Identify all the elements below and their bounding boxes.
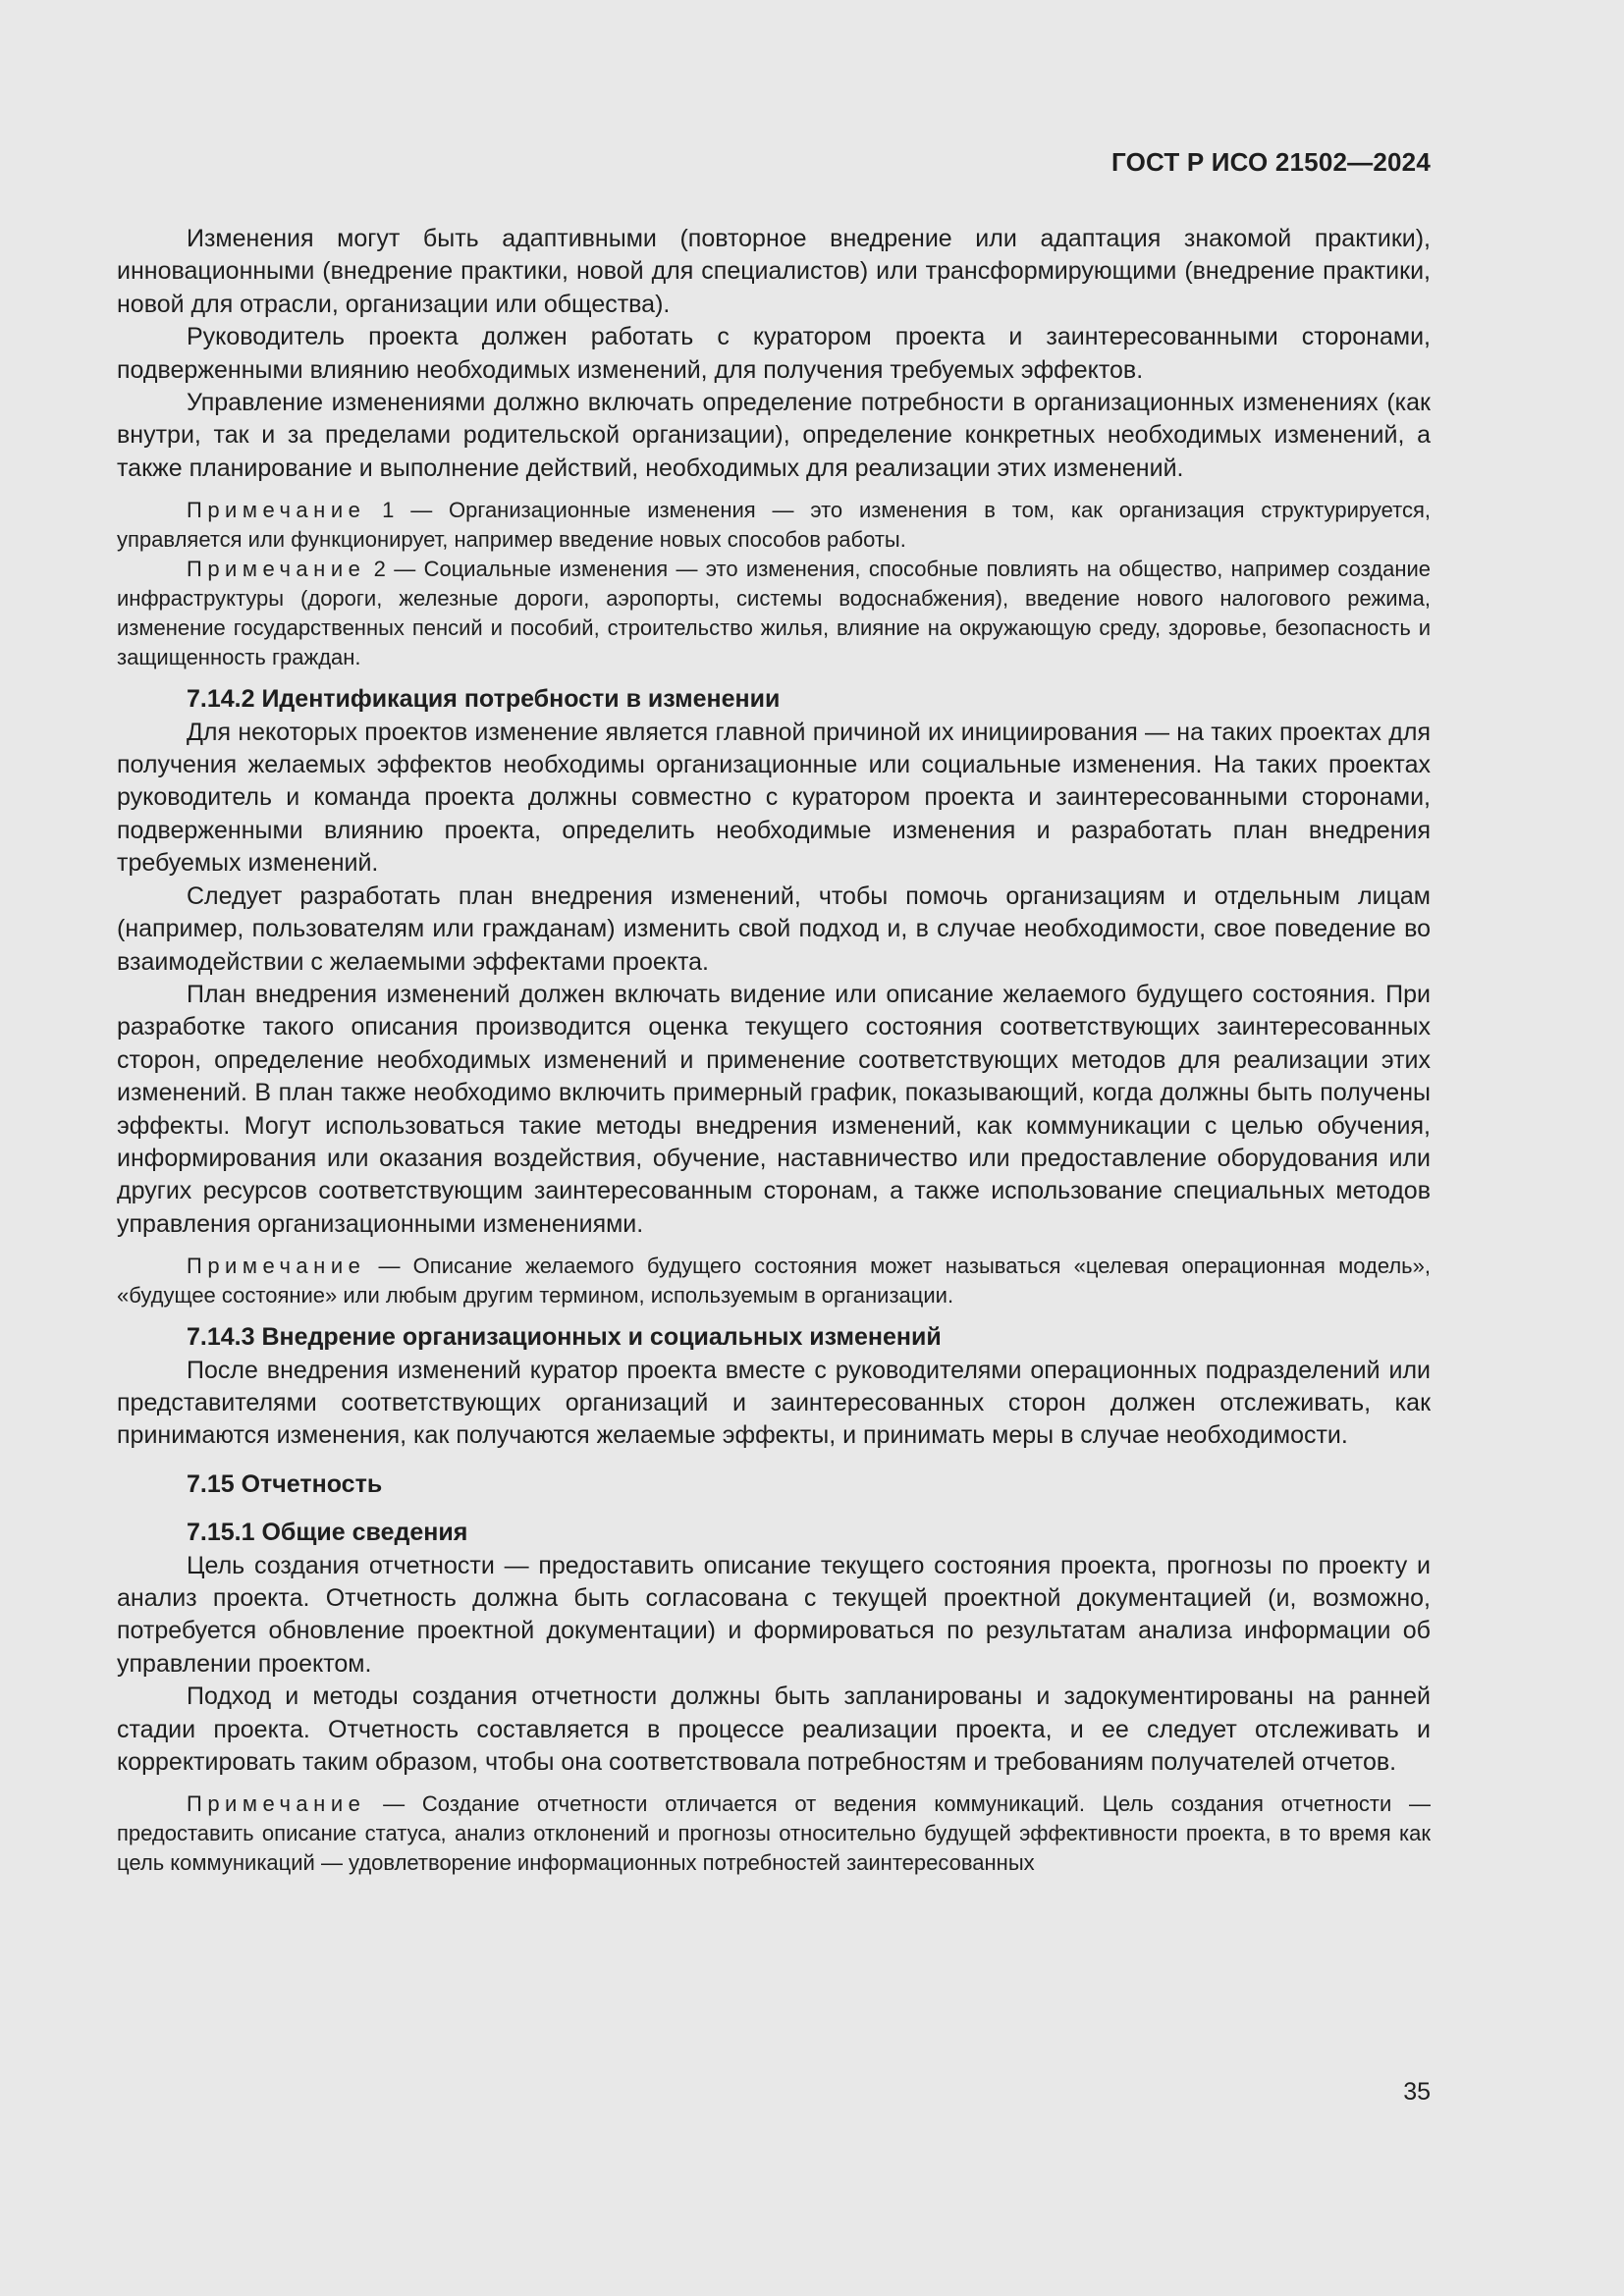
note-text: 1 — Организационные изменения — это изменения в том, как организация структурируется, управляется или функционирует, например введение новых способов работы. — [117, 498, 1431, 553]
document-body — [117, 223, 1431, 1878]
note-label: Примечание — [187, 498, 366, 523]
note-label: Примечание — [187, 1254, 366, 1279]
note-1 — [117, 496, 1431, 555]
document-header: ГОСТ Р ИСО 21502—2024 — [1110, 147, 1431, 177]
paragraph: План внедрения изменений должен включать видение или описание желаемого будущего состояния. При разработке такого описания производится оценка текущего состояния соответствующих заинтересованных сторон, определение необходимых изменений и применение соответствующих методов для реализации этих изменений. В план также необходимо включить примерный график, показывающий, когда должны быть получены эффекты. Могут использоваться такие методы внедрения изменений, как коммуникации с целью обучения, информирования или оказания воздействия, обучение, наставничество или предоставление оборудования или других ресурсов соответствующим заинтересованным сторонам, а также использование специальных методов управления организационными изменениями. — [117, 980, 1431, 1238]
paragraph: Для некоторых проектов изменение является главной причиной их инициирования — на таких проектах для получения желаемых эффектов необходимы организационные или социальные изменения. На таких проектах руководитель и команда проекта должны совместно с куратором проекта и заинтересованными сторонами, подверженными влиянию проекта, определить необходимые изменения и разработать план внедрения требуемых изменений. — [117, 718, 1431, 878]
note-2 — [117, 555, 1431, 672]
note-text: — Создание отчетности отличается от ведения коммуникаций. Цель создания отчетности — предоставить описание статуса, анализ отклонений и прогнозы относительно будущей эффективности проекта, в то время как цель коммуникаций — удовлетворение информационных потребностей заинтересованных — [117, 1791, 1431, 1876]
paragraph: Изменения могут быть адаптивными (повторное внедрение или адаптация знакомой практики), инновационными (внедрение практики, новой для специалистов) или трансформирующими (внедрение практики, новой для отрасли, организации или общества). — [117, 225, 1431, 318]
paragraph: Руководитель проекта должен работать с куратором проекта и заинтересованными сторонами, подверженными влиянию необходимых изменений, для получения требуемых эффектов. — [117, 323, 1431, 384]
paragraph: Цель создания отчетности — предоставить описание текущего состояния проекта, прогнозы по проекту и анализ проекта. Отчетность должна быть согласована с текущей проектной документацией (и, возможно, потребуется обновление проектной документации) и формироваться по результатам анализа информации об управлении проектом. — [117, 1551, 1431, 1678]
section-heading-7-14-3: 7.14.3 Внедрение организационных и социальных изменений — [187, 1323, 942, 1352]
note-4 — [117, 1789, 1431, 1878]
note-text: — Описание желаемого будущего состояния может называться «целевая операционная модель», «будущее состояние» или любым другим термином, используемым в организации. — [117, 1254, 1431, 1308]
note-3 — [117, 1252, 1431, 1310]
note-label: Примечание — [187, 557, 366, 582]
section-heading-7-15-1: 7.15.1 Общие сведения — [187, 1519, 468, 1547]
section-heading-7-14-2: 7.14.2 Идентификация потребности в изменении — [187, 685, 781, 714]
note-label: Примечание — [187, 1791, 366, 1817]
section-heading-7-15: 7.15 Отчетность — [187, 1469, 383, 1498]
paragraph: Управление изменениями должно включать определение потребности в организационных изменениях (как внутри, так и за пределами родительской организации), определение конкретных необходимых изменений, а также планирование и выполнение действий, необходимых для реализации этих изменений. — [117, 389, 1431, 482]
page-number: 35 — [1403, 2078, 1431, 2106]
paragraph: Подход и методы создания отчетности должны быть запланированы и задокументированы на ранней стадии проекта. Отчетность составляется в процессе реализации проекта, и ее следует отслеживать и корректировать таким образом, чтобы она соответствовала потребностям и требованиям получателей отчетов. — [117, 1682, 1431, 1777]
paragraph: Следует разработать план внедрения изменений, чтобы помочь организациям и отдельным лицам (например, пользователям или гражданам) изменить свой подход и, в случае необходимости, свое поведение во взаимодействии с желаемыми эффектами проекта. — [117, 881, 1431, 976]
paragraph: После внедрения изменений куратор проекта вместе с руководителями операционных подразделений или представителями соответствующих организаций и заинтересованных сторон должен отслеживать, как принимаются изменения, как получаются желаемые эффекты, и принимать меры в случае необходимости. — [117, 1356, 1431, 1450]
note-text: 2 — Социальные изменения — это изменения, способные повлиять на общество, например создание инфраструктуры (дороги, железные дороги, аэропорты, системы водоснабжения), введение нового налогового режима, изменение государственных пенсий и пособий, строительство жилья, влияние на окружающую среду, здоровье, безопасность и защищенность граждан. — [117, 557, 1431, 670]
